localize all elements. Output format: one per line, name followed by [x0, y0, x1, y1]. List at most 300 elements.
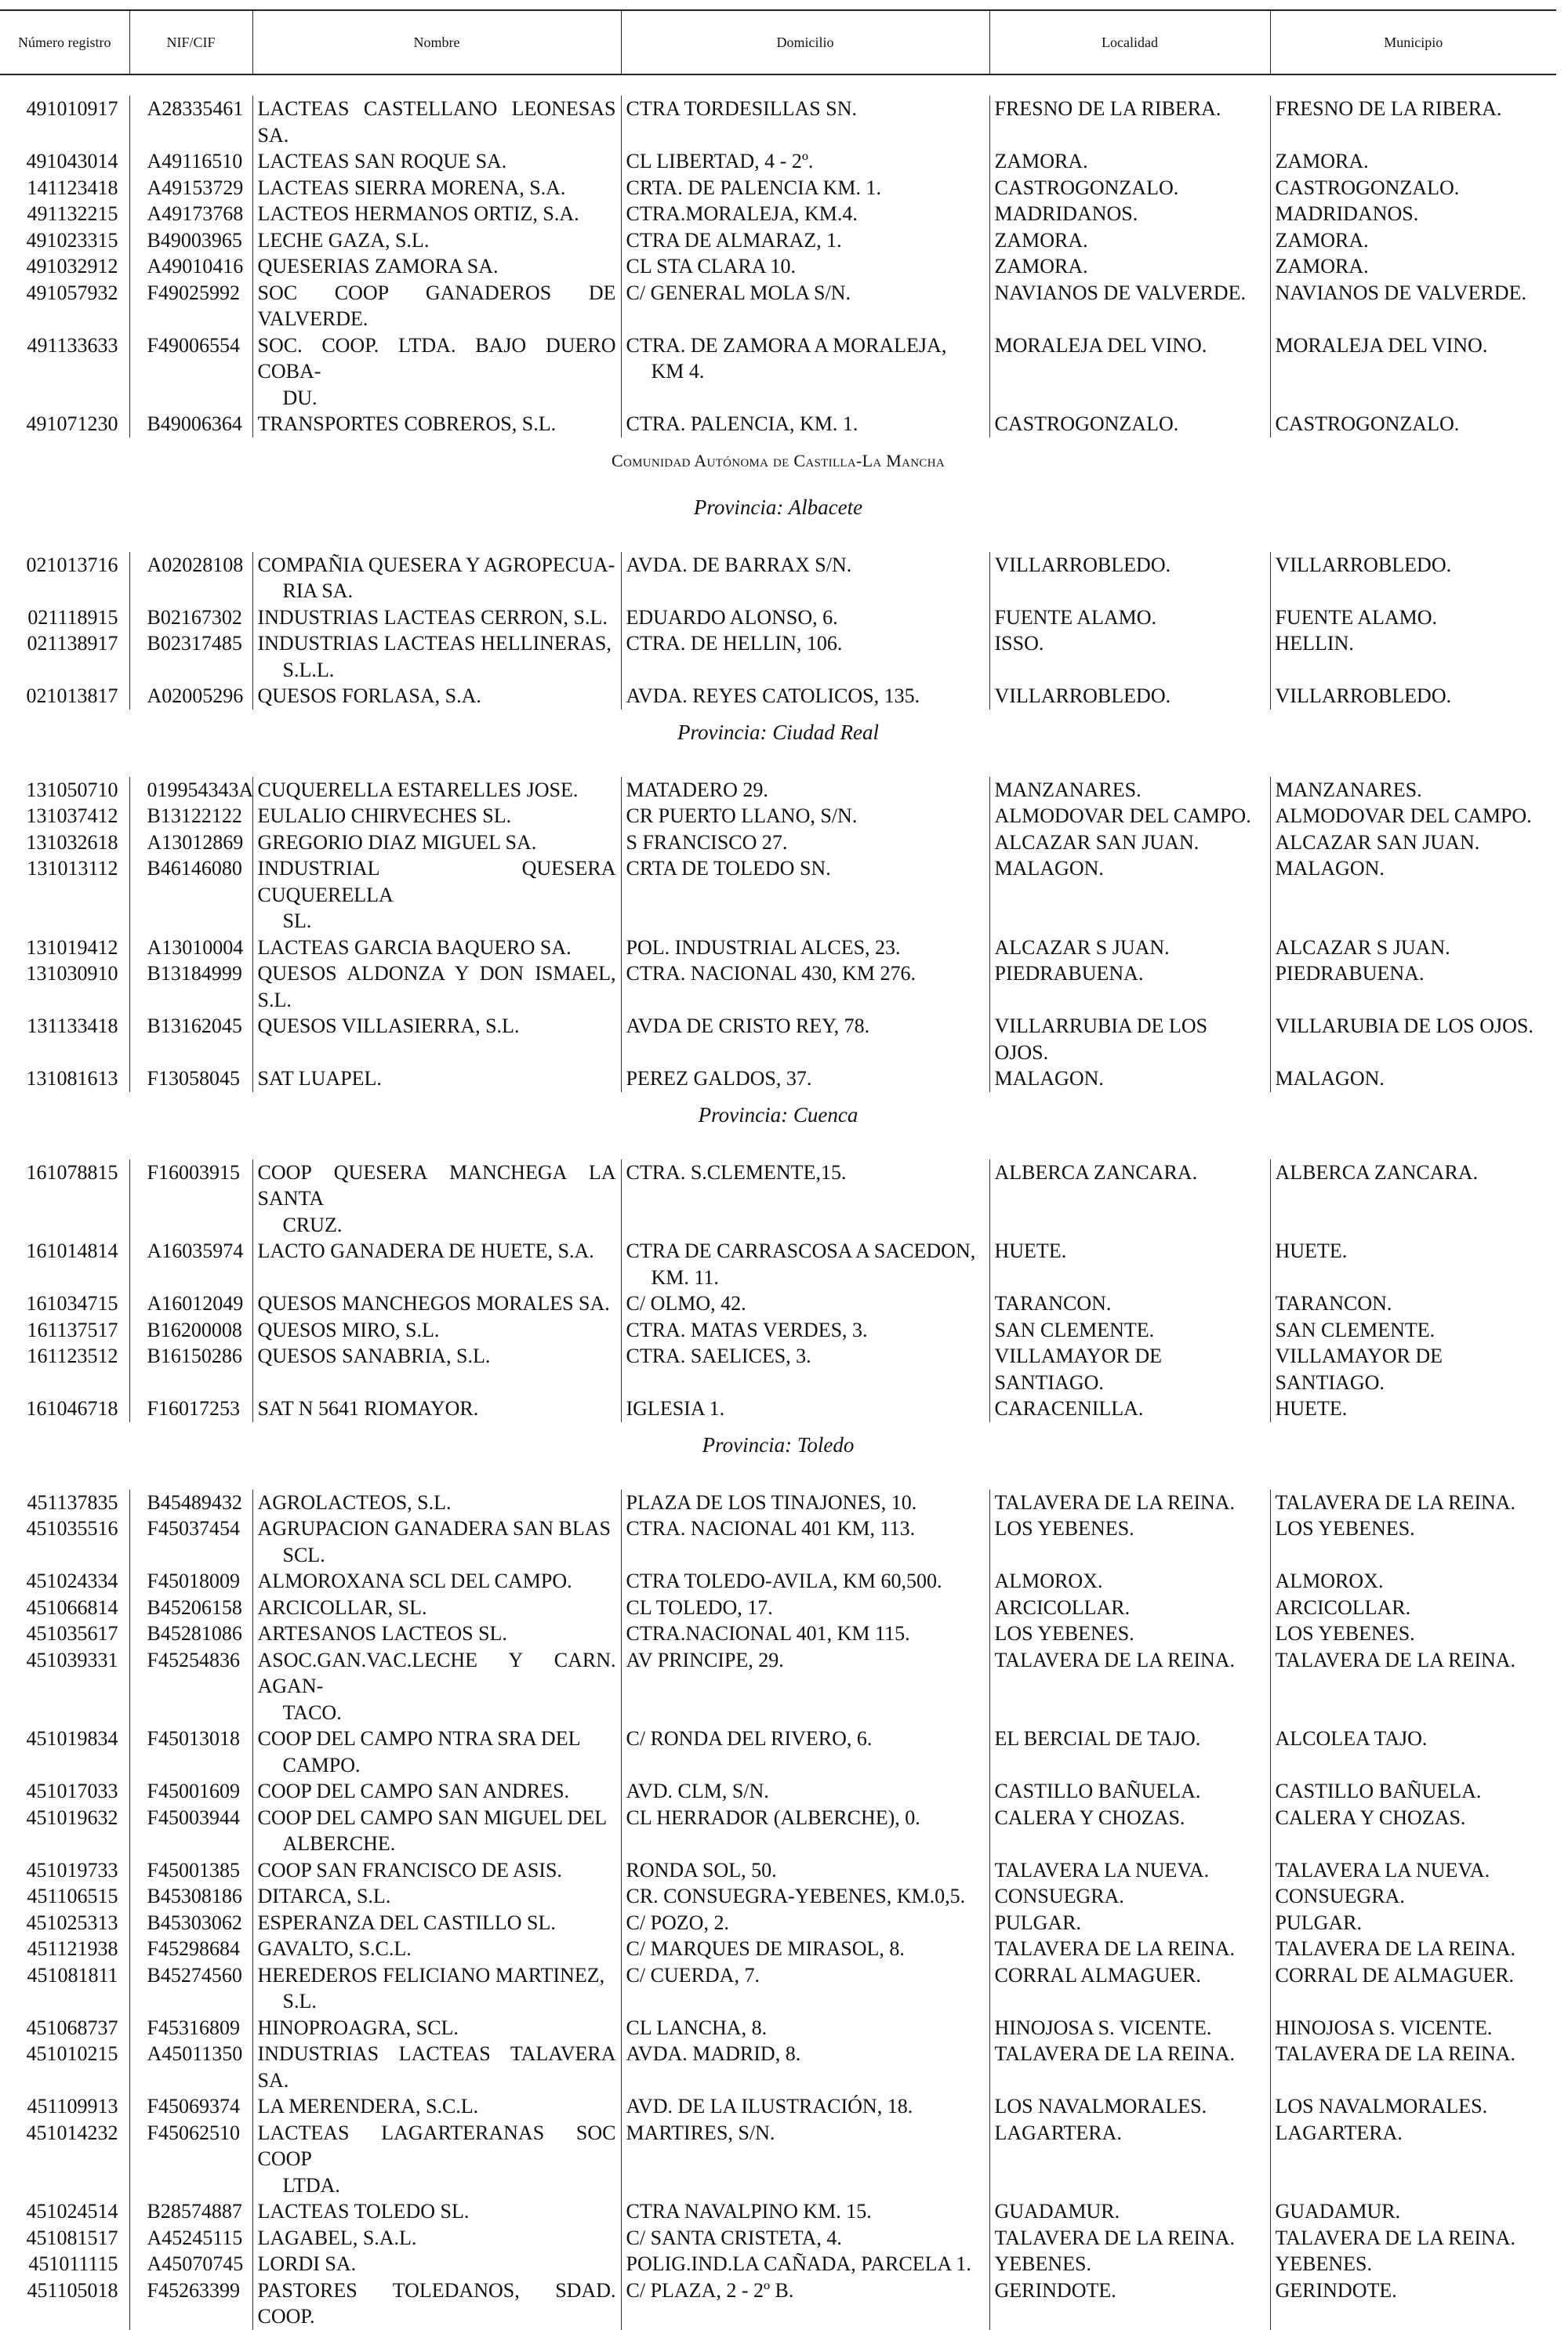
nif-cell-text: B13184999: [147, 962, 242, 985]
nif-cell-text: A16012049: [147, 1292, 244, 1315]
address-cell-text: CL LANCHA, 8.: [626, 2016, 768, 2039]
address-cell-text: C/ OLMO, 42.: [626, 1292, 746, 1315]
name-cell-text: SAT LUAPEL.: [257, 1067, 382, 1090]
locality-cell-text: MORALEJA DEL VINO.: [994, 333, 1207, 357]
registry-number-cell: [0, 2225, 129, 2252]
name-cell: [252, 960, 621, 1013]
locality-cell-text: VILLARROBLEDO.: [994, 553, 1171, 576]
table-row: [0, 1962, 1556, 2015]
address-cell-text: CTRA DE ALMARAZ, 1.: [626, 228, 842, 252]
registry-number-cell-text: 451024334: [26, 1570, 118, 1592]
registry-number-cell: [0, 2198, 129, 2225]
locality-cell: [989, 829, 1270, 856]
municipality-cell-text: MADRIDANOS.: [1275, 202, 1419, 225]
locality-cell: [989, 1065, 1270, 1092]
registry-number-cell: [0, 2251, 129, 2277]
registry-number-cell-text: 451014232: [26, 2121, 118, 2144]
registry-number-cell: [0, 604, 129, 631]
table-row: [0, 1883, 1556, 1910]
name-cell-text: CUQUERELLA ESTARELLES JOSE.: [257, 778, 579, 801]
address-cell-text: C/ RONDA DEL RIVERO, 6.: [626, 1727, 873, 1750]
municipality-cell: [1270, 1490, 1556, 1516]
registry-number-cell: [0, 552, 129, 604]
registry-number-cell-text: 451035617: [26, 1622, 118, 1645]
municipality-cell: [1270, 227, 1556, 254]
nif-cell: [129, 332, 252, 412]
address-cell-text: AV PRINCIPE, 29.: [626, 1648, 784, 1671]
address-cell: [621, 1857, 989, 1884]
locality-cell-text: CONSUEGRA.: [994, 1885, 1124, 1907]
name-cell-continuation: SCL.: [282, 1543, 325, 1566]
address-cell: [621, 630, 989, 683]
registry-number-cell-text: 021013716: [26, 553, 118, 576]
nif-cell-text: A45070745: [147, 2252, 244, 2275]
name-cell-text: INDUSTRIAL QUESERA CUQUERELLA: [257, 857, 616, 906]
nif-cell: [129, 2251, 252, 2277]
table-row: [0, 175, 1556, 201]
registry-number-cell: [0, 1595, 129, 1621]
nif-cell: [129, 2041, 252, 2093]
locality-cell: [989, 1343, 1270, 1395]
locality-cell-text: ARCICOLLAR.: [994, 1595, 1131, 1619]
locality-cell: [989, 1936, 1270, 1962]
registry-number-cell: [0, 1857, 129, 1884]
address-cell: [621, 1620, 989, 1647]
address-cell: [621, 96, 989, 148]
address-cell-text: CTRA. MATAS VERDES, 3.: [626, 1318, 868, 1341]
municipality-cell: [1270, 855, 1556, 935]
name-cell: [252, 829, 621, 856]
name-cell: [252, 96, 621, 148]
registry-number-cell-text: 451068737: [26, 2016, 118, 2039]
municipality-cell: [1270, 604, 1556, 631]
address-cell: [621, 2015, 989, 2041]
address-cell: [621, 777, 989, 804]
registry-number-cell: [0, 1647, 129, 1726]
registry-number-cell-text: 161137517: [27, 1318, 118, 1341]
name-cell-text: GAVALTO, S.C.L.: [257, 1937, 412, 1960]
registry-number-cell-text: 131037412: [26, 804, 118, 827]
name-cell: [252, 1515, 621, 1568]
table-row: [0, 2198, 1556, 2225]
name-cell-continuation: CAMPO.: [282, 1753, 361, 1777]
locality-cell: [989, 1317, 1270, 1344]
nif-cell-text: F45316809: [147, 2016, 240, 2039]
registry-number-cell: [0, 2120, 129, 2199]
municipality-cell-text: TALAVERA DE LA REINA.: [1275, 2042, 1516, 2065]
name-cell-text: ESPERANZA DEL CASTILLO SL.: [257, 1911, 556, 1934]
table-row: [0, 2120, 1556, 2199]
locality-cell-text: ISSO.: [994, 632, 1044, 655]
locality-cell-text: CARACENILLA.: [994, 1397, 1144, 1420]
municipality-cell-text: HUETE.: [1275, 1239, 1348, 1262]
locality-cell: [989, 175, 1270, 201]
locality-cell-text: PULGAR.: [994, 1911, 1082, 1934]
locality-cell-text: HUETE.: [994, 1239, 1067, 1262]
address-cell: [621, 2251, 989, 2277]
locality-cell: [989, 96, 1270, 148]
registry-number-cell: [0, 2093, 129, 2120]
address-cell: [621, 1515, 989, 1568]
nif-cell: [129, 280, 252, 332]
registry-number-cell: [0, 935, 129, 961]
table-row: [0, 1778, 1556, 1805]
name-cell: [252, 1160, 621, 1239]
registry-number-cell-text: 161078815: [26, 1160, 118, 1184]
address-cell-text: AVDA DE CRISTO REY, 78.: [626, 1014, 870, 1037]
address-cell: [621, 1065, 989, 1092]
table-row: [0, 1290, 1556, 1317]
registry-number-cell: [0, 1013, 129, 1065]
municipality-cell: [1270, 1857, 1556, 1884]
address-cell-text: CL TOLEDO, 17.: [626, 1595, 773, 1619]
nif-cell-text: F16003915: [147, 1160, 240, 1184]
name-cell-text: DITARCA, S.L.: [257, 1885, 391, 1907]
locality-cell-text: FRESNO DE LA RIBERA.: [994, 97, 1221, 120]
nif-cell: [129, 777, 252, 804]
registry-number-cell-text: 491010917: [26, 97, 118, 120]
table-row: [0, 630, 1556, 683]
municipality-cell: [1270, 630, 1556, 683]
header-municipality: Municipio: [1270, 10, 1556, 74]
registry-number-cell-text: 131050710: [26, 778, 118, 801]
address-cell: [621, 1595, 989, 1621]
registry-number-cell-text: 161034715: [26, 1292, 118, 1315]
registry-number-cell: [0, 1515, 129, 1568]
nif-cell-text: B45308186: [147, 1885, 242, 1907]
address-cell: [621, 1013, 989, 1065]
registry-page: [0, 9, 1556, 2330]
address-cell: [621, 1647, 989, 1726]
nif-cell-text: F45003944: [147, 1806, 240, 1829]
header-address: Domicilio: [621, 10, 989, 74]
address-cell: [621, 1726, 989, 1778]
table-row: [0, 960, 1556, 1013]
name-cell: [252, 552, 621, 604]
nif-cell-text: F49025992: [147, 281, 240, 304]
municipality-cell-text: FRESNO DE LA RIBERA.: [1275, 97, 1502, 120]
header-registry-number: Número registro: [0, 10, 129, 74]
municipality-cell: [1270, 1962, 1556, 2015]
nif-cell-text: B16200008: [147, 1318, 242, 1341]
municipality-cell-text: TALAVERA LA NUEVA.: [1275, 1858, 1490, 1882]
name-cell: [252, 411, 621, 437]
registry-number-cell: [0, 1160, 129, 1239]
municipality-cell-text: LOS YEBENES.: [1275, 1622, 1415, 1645]
address-cell-text: AVD. DE LA ILUSTRACIÓN, 18.: [626, 2095, 913, 2118]
municipality-cell: [1270, 1238, 1556, 1290]
table-row: [0, 201, 1556, 227]
municipality-cell: [1270, 803, 1556, 829]
table-row: [0, 1910, 1556, 1936]
name-cell: [252, 1013, 621, 1065]
registry-number-cell-text: 451024514: [26, 2200, 118, 2223]
locality-cell-text: MADRIDANOS.: [994, 202, 1138, 225]
locality-cell-text: TARANCON.: [994, 1292, 1112, 1315]
registry-number-cell-text: 161014814: [26, 1239, 118, 1262]
municipality-cell-text: VILLARROBLEDO.: [1275, 684, 1452, 707]
address-cell-text: CTRA.NACIONAL 401, KM 115.: [626, 1622, 910, 1645]
address-cell: [621, 148, 989, 175]
name-cell: [252, 227, 621, 254]
registry-number-cell: [0, 1910, 129, 1936]
address-cell-text: POLIG.IND.LA CAÑADA, PARCELA 1.: [626, 2252, 971, 2275]
municipality-cell-text: MANZANARES.: [1275, 778, 1422, 801]
locality-cell: [989, 604, 1270, 631]
nif-cell-text: F45001609: [147, 1780, 240, 1802]
name-cell-continuation: TACO.: [282, 1700, 342, 1724]
name-cell: [252, 2120, 621, 2199]
municipality-cell-text: TALAVERA DE LA REINA.: [1275, 1490, 1516, 1514]
address-cell-text: CRTA. DE PALENCIA KM. 1.: [626, 176, 881, 199]
locality-cell-text: FUENTE ALAMO.: [994, 605, 1157, 629]
municipality-cell-text: CORRAL DE ALMAGUER.: [1275, 1963, 1515, 1987]
table-row: [0, 227, 1556, 254]
name-cell-text: INDUSTRIAS LACTEAS TALAVERA SA.: [257, 2042, 616, 2092]
registry-number-cell: [0, 1805, 129, 1857]
municipality-cell: [1270, 1317, 1556, 1344]
municipality-cell-text: ALMOROX.: [1275, 1570, 1384, 1592]
municipality-cell: [1270, 2251, 1556, 2277]
nif-cell: [129, 1490, 252, 1516]
locality-cell: [989, 2198, 1270, 2225]
locality-cell-text: LAGARTERA.: [994, 2121, 1122, 2144]
name-cell-text: LACTEAS LAGARTERANAS SOC COOP: [257, 2121, 616, 2170]
table-row: [0, 2251, 1556, 2277]
registry-number-cell-text: 161123512: [27, 1345, 118, 1367]
address-cell-text: C/ CUERDA, 7.: [626, 1963, 760, 1987]
table-row: [0, 1065, 1556, 1092]
address-cell: [621, 1343, 989, 1395]
nif-cell: [129, 1515, 252, 1568]
name-cell: [252, 2277, 621, 2330]
table-row: [0, 1857, 1556, 1884]
name-cell: [252, 935, 621, 961]
name-cell: [252, 1936, 621, 1962]
name-cell-text: LACTEAS SIERRA MORENA, S.A.: [257, 176, 566, 199]
locality-cell-text: ALCAZAR SAN JUAN.: [994, 830, 1200, 854]
registry-number-cell-text: 451081517: [26, 2226, 118, 2249]
name-cell-text: QUESOS VILLASIERRA, S.L.: [257, 1014, 520, 1037]
address-cell-continuation: KM. 11.: [651, 1265, 719, 1289]
municipality-cell: [1270, 1395, 1556, 1422]
nif-cell: [129, 2225, 252, 2252]
address-cell: [621, 935, 989, 961]
nif-cell-text: B02317485: [147, 632, 242, 655]
address-cell: [621, 201, 989, 227]
nif-cell-text: B46146080: [147, 857, 242, 880]
table-row: [0, 253, 1556, 280]
table-row: [0, 935, 1556, 961]
name-cell: [252, 777, 621, 804]
address-cell-text: C/ SANTA CRISTETA, 4.: [626, 2226, 842, 2249]
name-cell-text: INDUSTRIAS LACTEAS CERRON, S.L.: [257, 605, 608, 629]
table-header: [0, 10, 1556, 74]
locality-cell-text: MALAGON.: [994, 1067, 1104, 1090]
nif-cell: [129, 1160, 252, 1239]
address-cell: [621, 1238, 989, 1290]
spacer-row: [0, 74, 1556, 96]
locality-cell: [989, 1857, 1270, 1884]
name-cell-text: HEREDEROS FELICIANO MARTINEZ,: [257, 1963, 605, 1987]
municipality-cell-text: TALAVERA DE LA REINA.: [1275, 1648, 1516, 1671]
name-cell: [252, 201, 621, 227]
name-cell: [252, 1647, 621, 1726]
locality-cell: [989, 1726, 1270, 1778]
address-cell: [621, 2041, 989, 2093]
municipality-cell: [1270, 1726, 1556, 1778]
name-cell: [252, 2093, 621, 2120]
municipality-cell-text: TARANCON.: [1275, 1292, 1392, 1315]
registry-number-cell-text: 491043014: [26, 150, 118, 172]
locality-cell: [989, 1962, 1270, 2015]
address-cell: [621, 604, 989, 631]
nif-cell-text: B13122122: [147, 804, 242, 827]
nif-cell-text: A49153729: [147, 176, 244, 199]
header-nif: NIF/CIF: [129, 10, 252, 74]
municipality-cell-text: SAN CLEMENTE.: [1275, 1318, 1436, 1341]
name-cell-text: COMPAÑIA QUESERA Y AGROPECUA-: [257, 553, 615, 576]
address-cell: [621, 1317, 989, 1344]
registry-number-cell: [0, 960, 129, 1013]
name-cell: [252, 1883, 621, 1910]
locality-cell-text: CASTROGONZALO.: [994, 176, 1179, 199]
locality-cell-text: TALAVERA DE LA REINA.: [994, 2226, 1236, 2249]
locality-cell: [989, 2093, 1270, 2120]
municipality-cell-text: MORALEJA DEL VINO.: [1275, 333, 1488, 357]
municipality-cell-text: GERINDOTE.: [1275, 2278, 1397, 2302]
locality-cell-text: TALAVERA LA NUEVA.: [994, 1858, 1210, 1882]
registry-number-cell: [0, 227, 129, 254]
name-cell-text: LACTEAS GARCIA BAQUERO SA.: [257, 935, 572, 959]
locality-cell-text: VILLAMAYOR DE SANTIAGO.: [994, 1345, 1163, 1394]
municipality-cell: [1270, 332, 1556, 412]
name-cell: [252, 1620, 621, 1647]
registry-number-cell-text: 451017033: [26, 1780, 118, 1802]
municipality-cell-text: ZAMORA.: [1275, 150, 1369, 172]
name-cell-text: QUESOS ALDONZA Y DON ISMAEL, S.L.: [257, 962, 616, 1011]
name-cell-text: QUESOS MANCHEGOS MORALES SA.: [257, 1292, 610, 1315]
nif-cell: [129, 935, 252, 961]
registry-number-cell: [0, 803, 129, 829]
address-cell-text: CTRA. DE HELLIN, 106.: [626, 632, 843, 655]
municipality-cell: [1270, 2120, 1556, 2199]
name-cell: [252, 175, 621, 201]
table-row: [0, 1395, 1556, 1422]
registry-number-cell: [0, 1620, 129, 1647]
nif-cell: [129, 683, 252, 710]
address-cell-text: PLAZA DE LOS TINAJONES, 10.: [626, 1490, 917, 1514]
locality-cell: [989, 1395, 1270, 1422]
name-cell: [252, 1065, 621, 1092]
locality-cell-text: CORRAL ALMAGUER.: [994, 1963, 1201, 1987]
nif-cell-text: F49006554: [147, 333, 240, 357]
locality-cell: [989, 2277, 1270, 2330]
nif-cell: [129, 411, 252, 437]
name-cell: [252, 1317, 621, 1344]
nif-cell-text: F45263399: [147, 2278, 240, 2302]
table-row: [0, 1013, 1556, 1065]
municipality-cell-text: TALAVERA DE LA REINA.: [1275, 1937, 1516, 1960]
name-cell-text: COOP QUESERA MANCHEGA LA SANTA: [257, 1160, 616, 1210]
name-cell: [252, 253, 621, 280]
nif-cell: [129, 227, 252, 254]
nif-cell-text: F45037454: [147, 1517, 240, 1540]
table-row: [0, 1805, 1556, 1857]
locality-cell: [989, 1910, 1270, 1936]
name-cell-text: PASTORES TOLEDANOS, SDAD. COOP.: [257, 2278, 616, 2328]
table-row: [0, 1936, 1556, 1962]
registry-number-cell: [0, 1883, 129, 1910]
locality-cell-text: TALAVERA DE LA REINA.: [994, 1648, 1236, 1671]
registry-number-cell-text: 491057932: [26, 281, 118, 304]
name-cell-text: AGRUPACION GANADERA SAN BLAS: [257, 1517, 611, 1540]
address-cell-text: CTRA. NACIONAL 401 KM, 113.: [626, 1517, 916, 1540]
locality-cell: [989, 1647, 1270, 1726]
name-cell: [252, 1910, 621, 1936]
registry-number-cell-text: 021118915: [27, 605, 118, 629]
nif-cell: [129, 201, 252, 227]
name-cell: [252, 1595, 621, 1621]
locality-cell: [989, 201, 1270, 227]
address-cell-text: MARTIRES, S/N.: [626, 2121, 775, 2144]
municipality-cell-text: HELLIN.: [1275, 632, 1354, 655]
nif-cell: [129, 2093, 252, 2120]
name-cell-text: QUESERIAS ZAMORA SA.: [257, 255, 499, 278]
name-cell: [252, 604, 621, 631]
address-cell: [621, 1160, 989, 1239]
address-cell: [621, 829, 989, 856]
nif-cell-text: B45281086: [147, 1622, 242, 1645]
table-row: [0, 2041, 1556, 2093]
address-cell-text: CRTA DE TOLEDO SN.: [626, 857, 831, 880]
nif-cell-text: A49010416: [147, 255, 244, 278]
locality-cell: [989, 1238, 1270, 1290]
nif-cell: [129, 1857, 252, 1884]
registry-number-cell: [0, 855, 129, 935]
name-cell: [252, 1857, 621, 1884]
locality-cell-text: VILLARRUBIA DE LOS OJOS.: [994, 1014, 1208, 1064]
municipality-cell: [1270, 683, 1556, 710]
registry-number-cell-text: 451109913: [27, 2095, 118, 2118]
municipality-cell: [1270, 829, 1556, 856]
address-cell-text: C/ PLAZA, 2 - 2º B.: [626, 2278, 794, 2302]
registry-number-cell: [0, 777, 129, 804]
nif-cell-text: F45254836: [147, 1648, 240, 1671]
nif-cell: [129, 960, 252, 1013]
name-cell-text: SOC COOP GANADEROS DE VALVERDE.: [257, 281, 616, 330]
name-cell: [252, 1395, 621, 1422]
table-row: [0, 1568, 1556, 1595]
registry-number-cell-text: 451025313: [26, 1911, 118, 1934]
municipality-cell: [1270, 1595, 1556, 1621]
nif-cell: [129, 253, 252, 280]
municipality-cell: [1270, 1647, 1556, 1726]
registry-number-cell: [0, 1317, 129, 1344]
name-cell: [252, 280, 621, 332]
municipality-cell: [1270, 1343, 1556, 1395]
municipality-cell-text: CASTILLO BAÑUELA.: [1275, 1780, 1482, 1802]
table-row: [0, 552, 1556, 604]
nif-cell: [129, 1620, 252, 1647]
province-title-row: [0, 1422, 1556, 1469]
municipality-cell-text: HUETE.: [1275, 1397, 1348, 1420]
locality-cell-text: TALAVERA DE LA REINA.: [994, 1490, 1236, 1514]
nif-cell: [129, 1936, 252, 1962]
locality-cell: [989, 1620, 1270, 1647]
nif-cell: [129, 1595, 252, 1621]
municipality-cell: [1270, 960, 1556, 1013]
